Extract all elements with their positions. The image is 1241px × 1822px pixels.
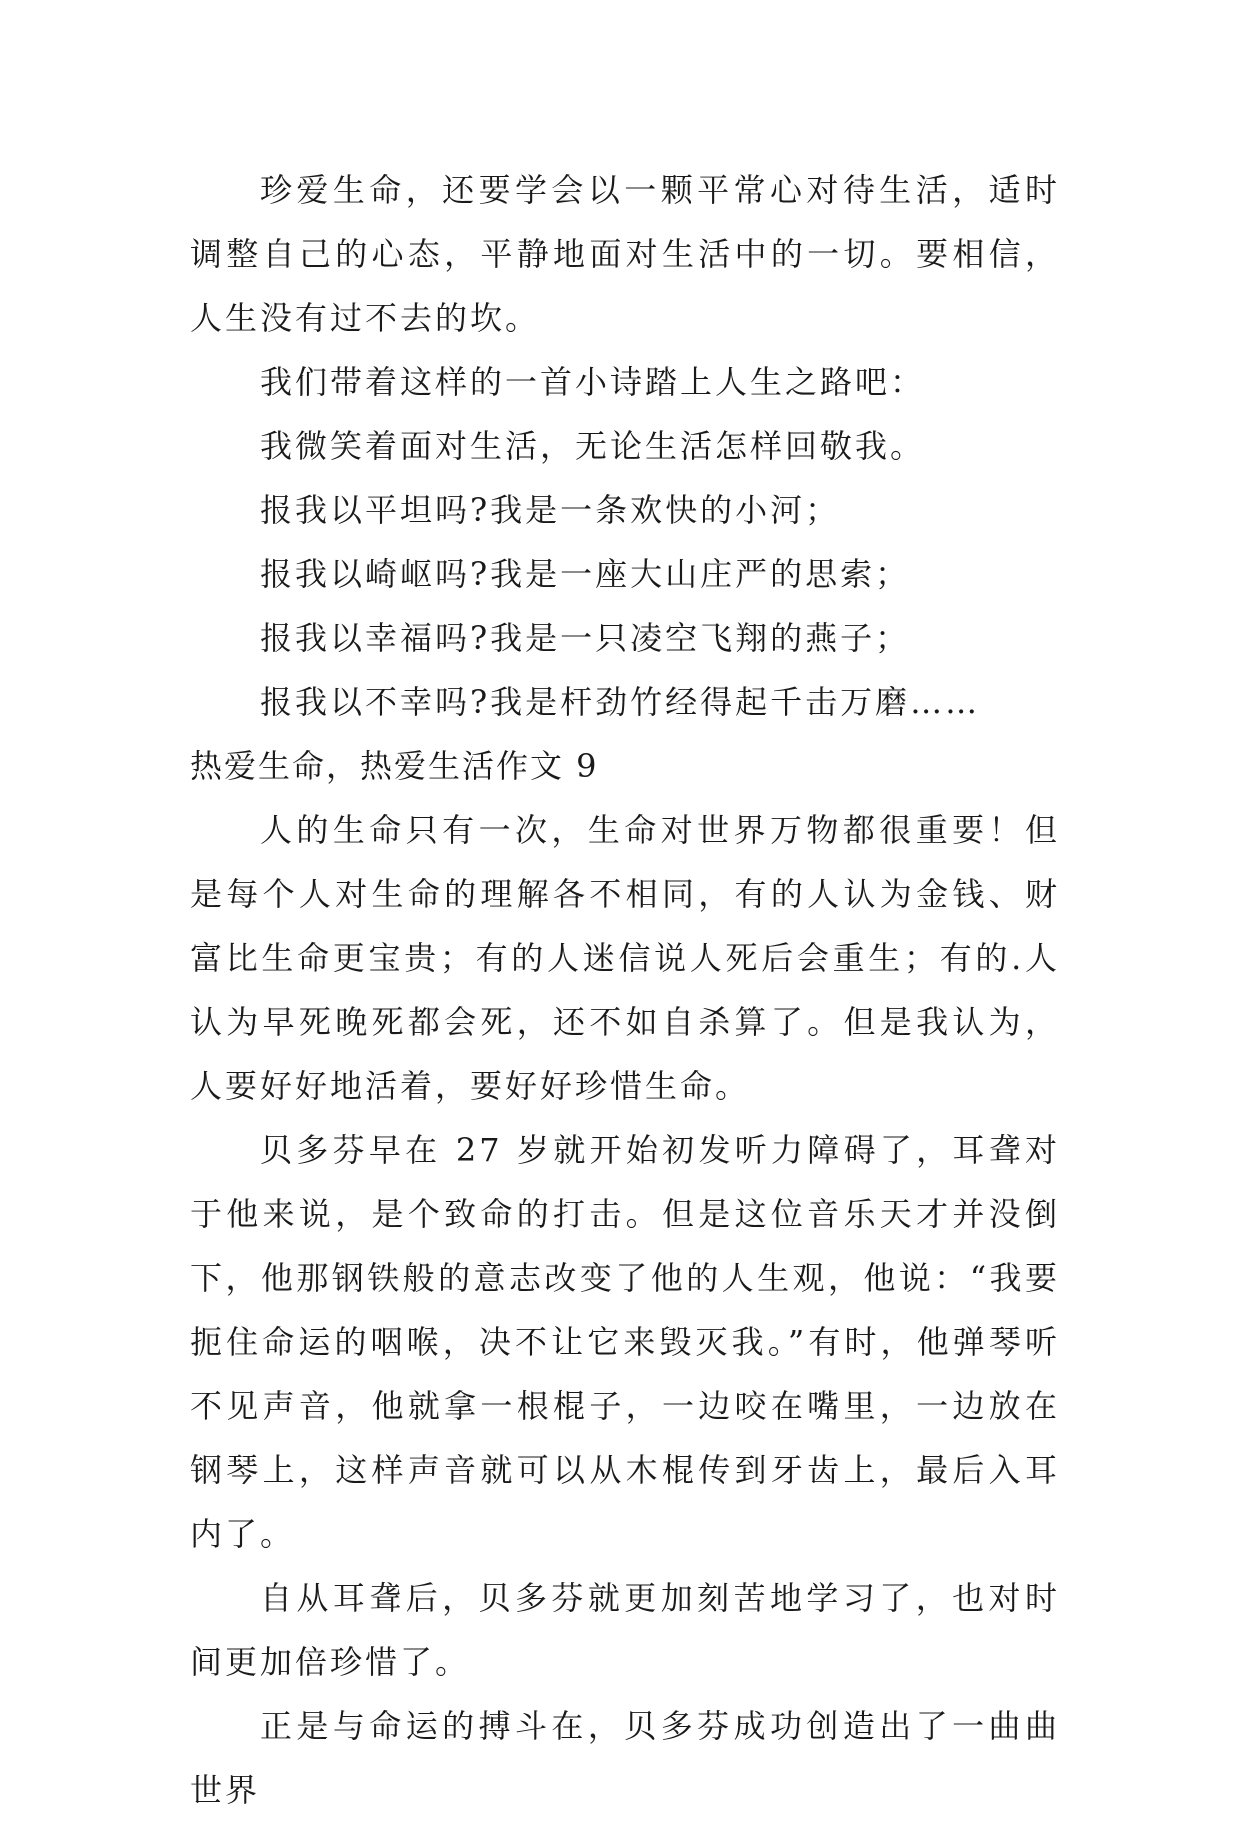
paragraph: 正是与命运的搏斗在，贝多芬成功创造出了一曲曲世界: [190, 1707, 1060, 1809]
paragraph: 贝多芬早在 27 岁就开始初发听力障碍了，耳聋对于他来说，是个致命的打击。但是这位音乐天才并没倒下，他那钢铁般的意志改变了他的人生观，他说：“我要扼住命运的咽喉，决不让它来毁灭我。”有时，他弹琴听不见声音，他就拿一根棍子，一边咬在嘴里，一边放在钢琴上，这样声音就可以从木棍传到牙齿上，最后入耳内了。: [190, 1131, 1060, 1553]
poem-line: 我微笑着面对生活，无论生活怎样回敬我。: [260, 427, 926, 465]
poem-line: 报我以不幸吗?我是杆劲竹经得起千击万磨……: [260, 683, 981, 721]
paragraph: 自从耳聋后，贝多芬就更加刻苦地学习了，也对时间更加倍珍惜了。: [190, 1579, 1060, 1681]
paragraph: 人的生命只有一次，生命对世界万物都很重要！但是每个人对生命的理解各不相同，有的人认为金钱、财富比生命更宝贵；有的人迷信说人死后会重生；有的.人认为早死晚死都会死，还不如自杀算了。但是我认为，人要好好地活着，要好好珍惜生命。: [190, 811, 1060, 1105]
paragraph: 珍爱生命，还要学会以一颗平常心对待生活，适时调整自己的心态，平静地面对生活中的一切。要相信，人生没有过不去的坎。: [190, 171, 1060, 337]
section-heading: 热爱生命，热爱生活作文 9: [190, 747, 599, 785]
document-body: [190, 158, 1060, 1822]
poem-line: 报我以平坦吗?我是一条欢快的小河；: [260, 491, 841, 529]
poem-line: 报我以幸福吗?我是一只凌空飞翔的燕子；: [260, 619, 911, 657]
paragraph: 我们带着这样的一首小诗踏上人生之路吧：: [260, 363, 926, 401]
poem-line: 报我以崎岖吗?我是一座大山庄严的思索；: [260, 555, 911, 593]
